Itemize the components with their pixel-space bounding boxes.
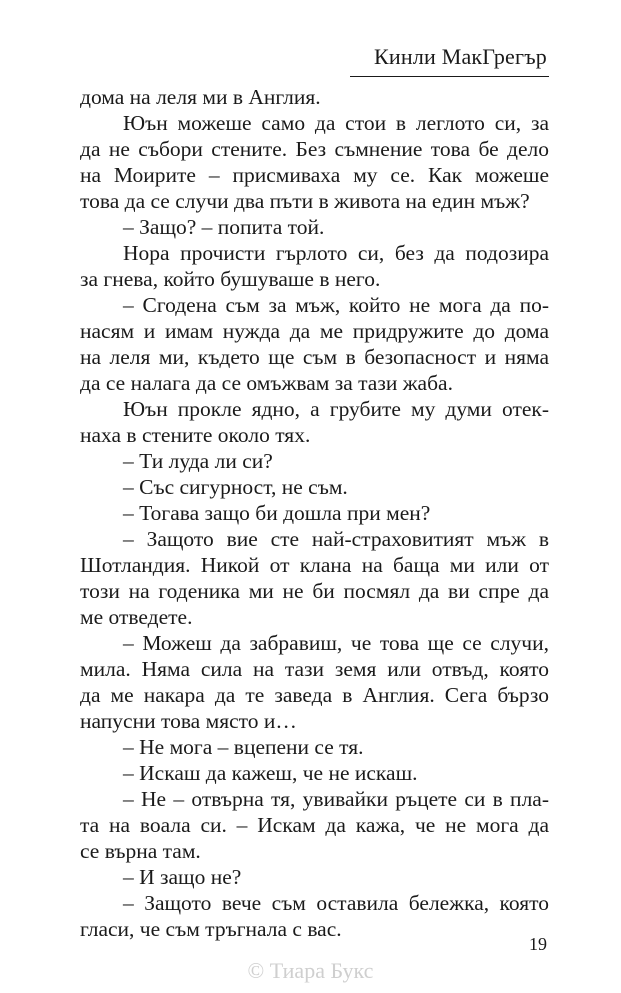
text-line: това да се случи два пъти в живота на един мъж? — [80, 189, 530, 213]
text-line: насям и имам нужда да ме придружите до дома — [80, 319, 549, 343]
text-line: да ме накара да те заведа в Англия. Сега бързо — [80, 683, 549, 707]
text-line: Юън можеше само да стои в леглото си, за — [123, 111, 549, 135]
text-line: – Искаш да кажеш, че не искаш. — [123, 761, 418, 785]
text-line: Нора прочисти гърлото си, без да подозира — [123, 241, 549, 265]
running-header-title: Кинли МакГрегър — [374, 44, 547, 69]
publisher-watermark: © Тиара Букс — [247, 958, 374, 983]
text-line: – Можеш да забравиш, че това ще се случи, — [123, 631, 549, 655]
text-line: – Ти луда ли си? — [123, 449, 273, 473]
text-line: – Сгодена съм за мъж, който не мога да по- — [123, 293, 549, 317]
text-line: дома на леля ми в Англия. — [80, 85, 321, 109]
text-line: – Не мога – вцепени се тя. — [123, 735, 364, 759]
text-line: наха в стените около тях. — [80, 423, 311, 447]
text-line: да се налага да се омъжвам за тази жаба. — [80, 371, 453, 395]
header-rule — [350, 76, 549, 77]
body-text — [80, 84, 549, 942]
text-line: – Не – отвърна тя, увивайки ръцете си в пла- — [123, 787, 549, 811]
text-line: за гнева, който бушуваше в него. — [80, 267, 381, 291]
text-line: – Тогава защо би дошла при мен? — [123, 501, 431, 525]
text-line: напусни това място и… — [80, 709, 297, 733]
text-line: – Със сигурност, не съм. — [123, 475, 348, 499]
text-line: гласи, че съм тръгнала с вас. — [80, 917, 342, 941]
text-line: Шотландия. Никой от клана на баща ми или от — [80, 553, 549, 577]
text-line: – И защо не? — [123, 865, 242, 889]
text-line: – Защото вие сте най-страховитият мъж в — [123, 527, 549, 551]
text-line: се върна там. — [80, 839, 201, 863]
text-line: – Защо? – попита той. — [123, 215, 325, 239]
text-line: да не събори стените. Без съмнение това бе дело — [80, 137, 549, 161]
page-number: 19 — [529, 934, 547, 954]
text-line: та на воала си. – Искам да кажа, че не мога да — [80, 813, 549, 837]
text-line: мила. Няма сила на тази земя или отвъд, която — [80, 657, 549, 681]
text-line: ме отведете. — [80, 605, 193, 629]
text-line: на Моирите – присмиваха му се. Как можеше — [80, 163, 549, 187]
text-line: на леля ми, където ще съм в безопасност и няма — [80, 345, 549, 369]
text-line: този на годеника ми не би посмял да ви спре да — [80, 579, 549, 603]
text-line: – Защото вече съм оставила бележка, която — [123, 891, 549, 915]
text-line: Юън прокле ядно, а грубите му думи отек- — [123, 397, 549, 421]
